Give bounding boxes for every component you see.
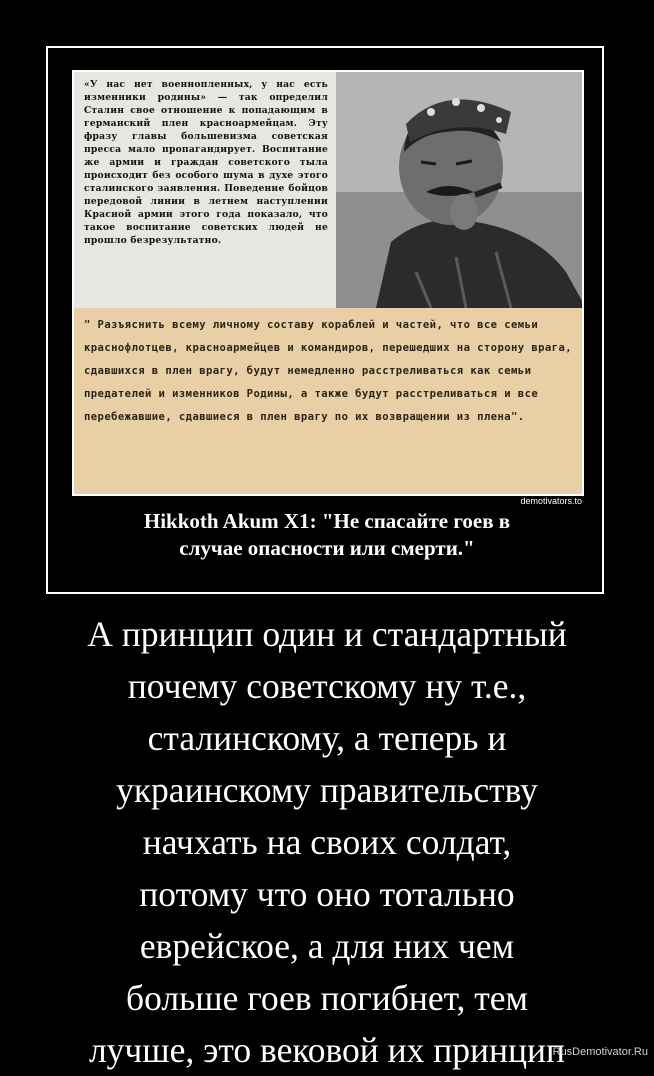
- main-text-line-5: начхать на своих солдат,: [142, 822, 512, 862]
- caption-line-1: Hikkoth Akum X1: "Не спасайте гоев в: [143, 509, 511, 533]
- main-text-line-8: больше гоев погибнет, тем: [126, 978, 528, 1018]
- demotivators-watermark: demotivators.to: [520, 496, 582, 506]
- poster-caption: [62, 508, 592, 562]
- caption-line-2: случае опасности или смерти.": [179, 536, 475, 560]
- main-text: [0, 608, 654, 1076]
- main-text-line-3: сталинскому, а теперь и: [147, 718, 507, 758]
- main-text-line-6: потому что оно тотально: [139, 874, 515, 914]
- portrait-illustration: [336, 72, 584, 308]
- order-typewritten-text: " Разъяснить всему личному составу кораблей и частей, что все семьи краснофлотцев, красноармейцев и командиров, перешедших на сторону врага, сдавшихся в плен врагу, будут немедленно расстреливаться как семьи предателей и изменников Родины, а также будут расстреливаться и все перебежавшие, сдавшиеся в плен врагу по их возвращении из плена".: [74, 308, 582, 494]
- poster-image: [72, 70, 584, 496]
- newspaper-clipping: «У нас нет военнопленных, у нас есть изменники родины» — так определил Сталин свое отношение к попадающим в германский плен красноармейцам. Эту фразу главы большевизма советская пресса мало пропагандирует. Воспитание же армии и граждан советского тыла происходит без особого шума в духе этого сталинского заявления. Поведение бойцов передовой линии в летнем наступлении Красной армии этого года показало, что такое воспитание советских людей не прошло безрезультатно.: [74, 72, 336, 308]
- main-text-line-9: лучше, это вековой их принцип: [88, 1030, 566, 1070]
- site-watermark[interactable]: RusDemotivator.Ru: [552, 1046, 648, 1058]
- main-text-line-1: А принцип один и стандартный: [87, 614, 567, 654]
- main-text-line-7: еврейское, а для них чем: [139, 926, 515, 966]
- main-text-line-4: украинскому правительству: [116, 770, 538, 810]
- portrait-photo: [336, 72, 584, 308]
- main-text-line-2: почему советскому ну т.е.,: [127, 666, 527, 706]
